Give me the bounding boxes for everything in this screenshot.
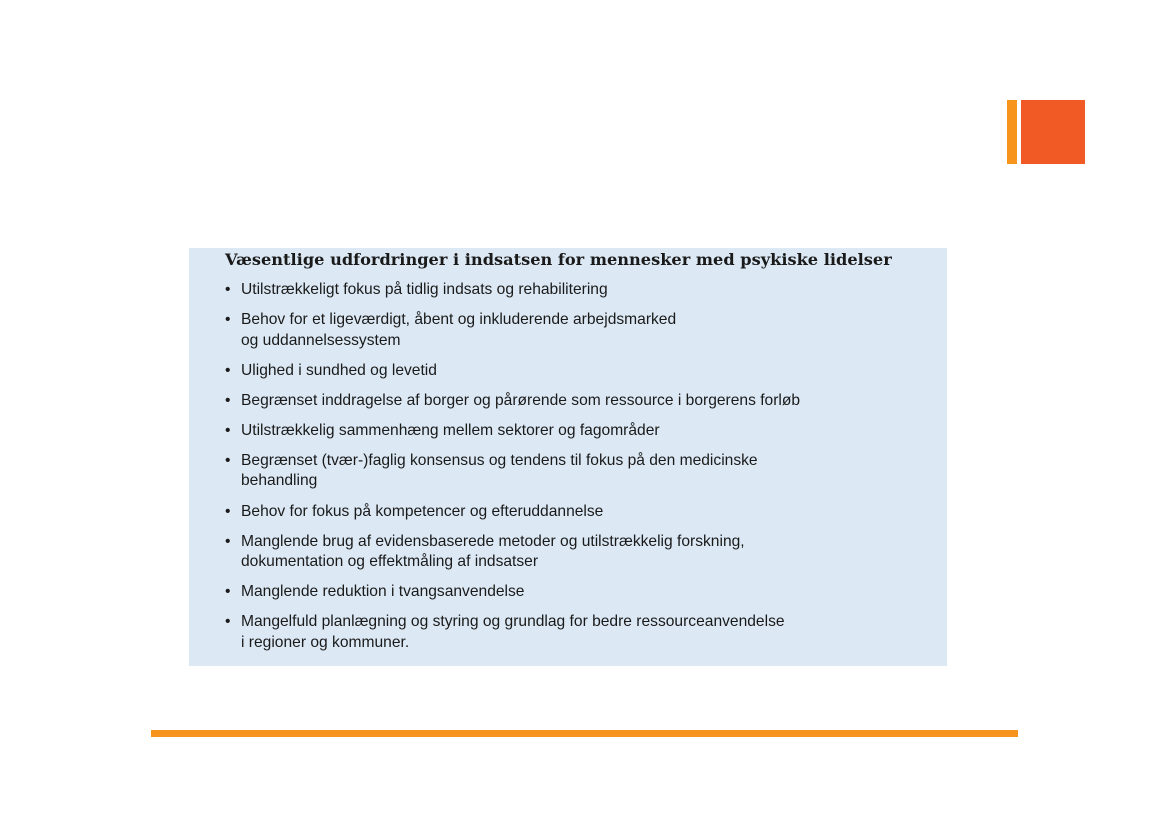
- list-item-line: • Mangelfuld planlægning og styring og grundlag for bedre ressourceanvendelse: [241, 613, 785, 631]
- list-item: [225, 421, 927, 442]
- list-item-line: • Behov for et ligeværdigt, åbent og inkluderende arbejdsmarked: [241, 311, 677, 329]
- list-item-line: og uddannelsessystem: [241, 331, 401, 349]
- list-item: [225, 532, 927, 573]
- box-title: Væsentlige udfordringer i indsatsen for mennesker med psykiske lidelser: [225, 250, 892, 269]
- bottom-rule: [151, 730, 1018, 737]
- list-item-line: • Utilstrækkeligt fokus på tidlig indsats og rehabilitering: [241, 281, 608, 298]
- list-item-line: dokumentation og effektmåling af indsatser: [241, 553, 539, 571]
- list-item: [225, 612, 927, 653]
- list-item: [225, 310, 927, 351]
- list-item: [225, 361, 927, 382]
- list-item-line: • Ulighed i sundhed og levetid: [241, 361, 437, 379]
- list-item: [225, 451, 927, 492]
- list-item: [225, 391, 927, 412]
- list-item-line: i regioner og kommuner.: [241, 633, 410, 651]
- list-item-line: • Manglende reduktion i tvangsanvendelse: [241, 583, 525, 601]
- list-item-line: • Begrænset (tvær-)faglig konsensus og tendens til fokus på den medicinske: [241, 451, 758, 469]
- list-item: [225, 280, 927, 301]
- list-item: [225, 582, 927, 603]
- list-item-line: • Manglende brug af evidensbaserede metoder og utilstrækkelig forskning,: [241, 532, 745, 550]
- challenge-list: [225, 280, 927, 653]
- list-item-line: • Begrænset inddragelse af borger og pårørende som ressource i borgerens forløb: [241, 391, 801, 409]
- list-item: [225, 502, 927, 523]
- list-item-line: • Behov for fokus på kompetencer og efteruddannelse: [241, 502, 604, 520]
- list-item-line: behandling: [241, 472, 318, 490]
- accent-bar-thin: [1007, 100, 1017, 164]
- list-item-line: • Utilstrækkelig sammenhæng mellem sektorer og fagområder: [241, 421, 660, 439]
- accent-block: [1021, 100, 1085, 164]
- challenges-box: [189, 248, 947, 666]
